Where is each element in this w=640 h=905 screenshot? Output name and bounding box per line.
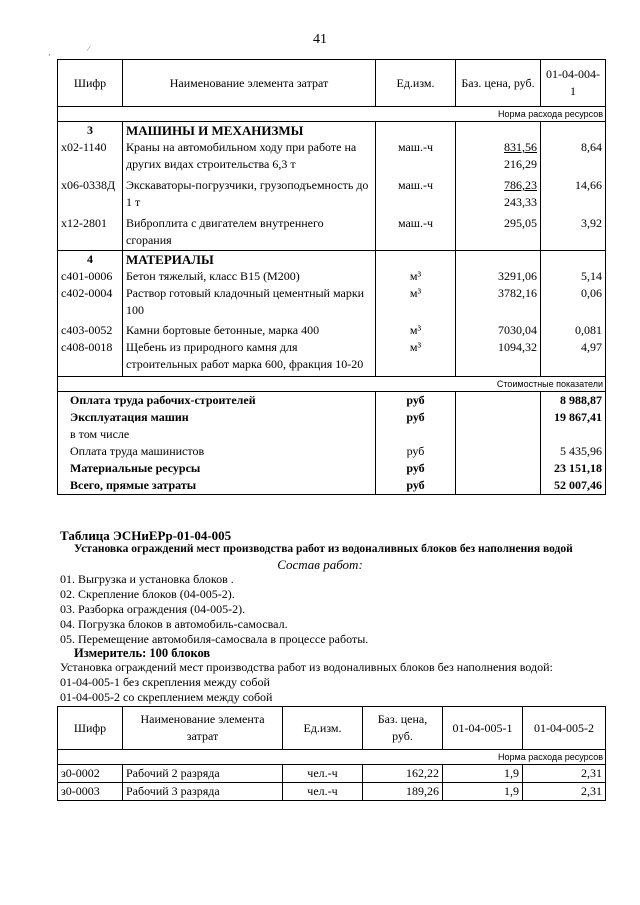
row-norm-1: 1,9 — [443, 765, 523, 783]
section-number: 3 — [58, 122, 123, 140]
row-unit: м³ — [376, 268, 456, 285]
work-item: 04. Погрузка блоков в автомобиль-самосвал. — [60, 617, 288, 631]
row-unit: маш.-ч — [376, 173, 456, 211]
summary-value: 8 988,87 — [541, 392, 606, 410]
summary-unit: руб — [376, 409, 456, 426]
summary-unit: руб — [376, 392, 456, 410]
variant-item: 01-04-005-1 без скрепления между собой — [60, 675, 270, 689]
table-row — [58, 285, 606, 319]
row-price — [456, 139, 541, 173]
row-code: с401-0006 — [58, 268, 123, 285]
row-norm: 3,92 — [541, 211, 606, 251]
row-price — [456, 173, 541, 211]
summary-unit — [376, 426, 456, 443]
row-name: Рабочий 3 разряда — [123, 783, 283, 801]
price-labor: 216,29 — [504, 157, 537, 171]
header-price: Баз. цена, руб. — [363, 707, 443, 750]
summary-unit: руб — [376, 443, 456, 460]
summary-label: Всего, прямые затраты — [58, 477, 376, 495]
scan-mark: ⁄ — [88, 44, 90, 53]
resource-note-row — [58, 750, 606, 765]
summary-row — [58, 477, 606, 495]
row-name: Рабочий 2 разряда — [123, 765, 283, 783]
section-number: 4 — [58, 251, 123, 269]
row-unit: маш.-ч — [376, 211, 456, 251]
table-row — [58, 339, 606, 377]
work-item: 05. Перемещение автомобиля-самосвала в процессе работы. — [60, 632, 369, 646]
row-norm-2: 2,31 — [523, 765, 606, 783]
header-unit: Ед.изм. — [376, 60, 456, 107]
work-item: 02. Скрепление блоков (04-005-2). — [60, 587, 235, 601]
summary-unit: руб — [376, 460, 456, 477]
row-name: Экскаваторы-погрузчики, грузоподъемность до 1 т — [123, 173, 376, 211]
row-name: Раствор готовый кладочный цементный марки 100 — [123, 285, 376, 319]
row-code: з0-0002 — [58, 765, 123, 783]
page-number: 41 — [313, 32, 327, 47]
cost-note-row — [58, 377, 606, 392]
row-name: Бетон тяжелый, класс В15 (М200) — [123, 268, 376, 285]
summary-row — [58, 392, 606, 410]
row-price: 162,22 — [363, 765, 443, 783]
header-unit: Ед.изм. — [283, 707, 363, 750]
row-price: 7030,04 — [456, 319, 541, 339]
summary-unit: руб — [376, 477, 456, 495]
row-norm: 0,081 — [541, 319, 606, 339]
header-norm-2: 01-04-005-2 — [523, 707, 606, 750]
summary-value: 52 007,46 — [541, 477, 606, 495]
row-price: 189,26 — [363, 783, 443, 801]
header-code: Шифр — [58, 60, 123, 107]
summary-row — [58, 460, 606, 477]
section-header-materials — [58, 251, 606, 269]
summary-value: 5 435,96 — [541, 443, 606, 460]
summary-value: 23 151,18 — [541, 460, 606, 477]
header-name: Наименование элемента затрат — [123, 707, 283, 750]
row-code: х02-1140 — [58, 139, 123, 173]
row-norm: 14,66 — [541, 173, 606, 211]
summary-label: Эксплуатация машин — [58, 409, 376, 426]
row-unit: м³ — [376, 339, 456, 377]
summary-label: Оплата труда рабочих-строителей — [58, 392, 376, 410]
resource-note: Норма расхода ресурсов — [58, 750, 606, 765]
resource-table-01-04-005 — [57, 706, 606, 801]
summary-row — [58, 426, 606, 443]
description: Установка ограждений мест производства работ из водоналивных блоков без наполнения водой: — [60, 660, 553, 674]
table-row — [58, 319, 606, 339]
table-header-row — [58, 60, 606, 107]
variant-item: 01-04-005-2 со скреплением между собой — [60, 690, 273, 704]
summary-row — [58, 443, 606, 460]
row-name: Виброплита с двигателем внутреннего сгорания — [123, 211, 376, 251]
summary-value — [541, 426, 606, 443]
row-code: с408-0018 — [58, 339, 123, 377]
work-item: 03. Разборка ограждения (04-005-2). — [60, 602, 246, 616]
header-code: Шифр — [58, 707, 123, 750]
table-header-row — [58, 707, 606, 750]
row-unit: м³ — [376, 285, 456, 319]
row-unit: чел.-ч — [283, 765, 363, 783]
table-row — [58, 211, 606, 251]
table-row — [58, 139, 606, 173]
row-code: с403-0052 — [58, 319, 123, 339]
header-norm-1: 01-04-005-1 — [443, 707, 523, 750]
row-code: з0-0003 — [58, 783, 123, 801]
price-labor: 243,33 — [504, 195, 537, 209]
row-code: х12-2801 — [58, 211, 123, 251]
header-norm: 01-04-004-1 — [541, 60, 606, 107]
summary-value: 19 867,41 — [541, 409, 606, 426]
table-subtitle: Установка ограждений мест производства работ из водоналивных блоков без наполнения водой — [74, 543, 573, 555]
resource-table-01-04-004 — [57, 59, 606, 495]
row-unit: чел.-ч — [283, 783, 363, 801]
cost-note: Стоимостные показатели — [58, 377, 606, 392]
work-item: 01. Выгрузка и установка блоков . — [60, 572, 234, 586]
row-code: х06-0338Д — [58, 173, 123, 211]
summary-row — [58, 409, 606, 426]
table-row — [58, 173, 606, 211]
price-main: 831,56 — [504, 140, 537, 154]
row-unit: м³ — [376, 319, 456, 339]
section-title: МАТЕРИАЛЫ — [123, 251, 376, 269]
row-unit: маш.-ч — [376, 139, 456, 173]
row-norm: 0,06 — [541, 285, 606, 319]
section-title: МАШИНЫ И МЕХАНИЗМЫ — [123, 122, 376, 140]
works-heading: Состав работ: — [277, 557, 363, 572]
row-norm-2: 2,31 — [523, 783, 606, 801]
resource-note-row — [58, 107, 606, 122]
price-main: 786,23 — [504, 178, 537, 192]
summary-label: в том числе — [58, 426, 376, 443]
row-name: Камни бортовые бетонные, марка 400 — [123, 319, 376, 339]
table-row — [58, 268, 606, 285]
resource-note: Норма расхода ресурсов — [58, 107, 606, 122]
row-price: 3291,06 — [456, 268, 541, 285]
row-norm: 4,97 — [541, 339, 606, 377]
section-header-machines — [58, 122, 606, 140]
row-price: 295,05 — [456, 211, 541, 251]
row-price: 3782,16 — [456, 285, 541, 319]
table-row — [58, 783, 606, 801]
row-name: Щебень из природного камня для строительных работ марка 600, фракция 10-20 — [123, 339, 376, 377]
row-norm-1: 1,9 — [443, 783, 523, 801]
scan-mark: ‚ — [48, 48, 51, 57]
row-norm: 5,14 — [541, 268, 606, 285]
row-name: Краны на автомобильном ходу при работе на других видах строительства 6,3 т — [123, 139, 376, 173]
summary-label: Материальные ресурсы — [58, 460, 376, 477]
row-norm: 8,64 — [541, 139, 606, 173]
row-price: 1094,32 — [456, 339, 541, 377]
table-row — [58, 765, 606, 783]
table-title: Таблица ЭСНиЕРр-01-04-005 — [60, 528, 232, 543]
measure-unit: Измеритель: 100 блоков — [74, 646, 211, 660]
row-code: с402-0004 — [58, 285, 123, 319]
summary-label: Оплата труда машинистов — [58, 443, 376, 460]
header-name: Наименование элемента затрат — [123, 60, 376, 107]
header-price: Баз. цена, руб. — [456, 60, 541, 107]
